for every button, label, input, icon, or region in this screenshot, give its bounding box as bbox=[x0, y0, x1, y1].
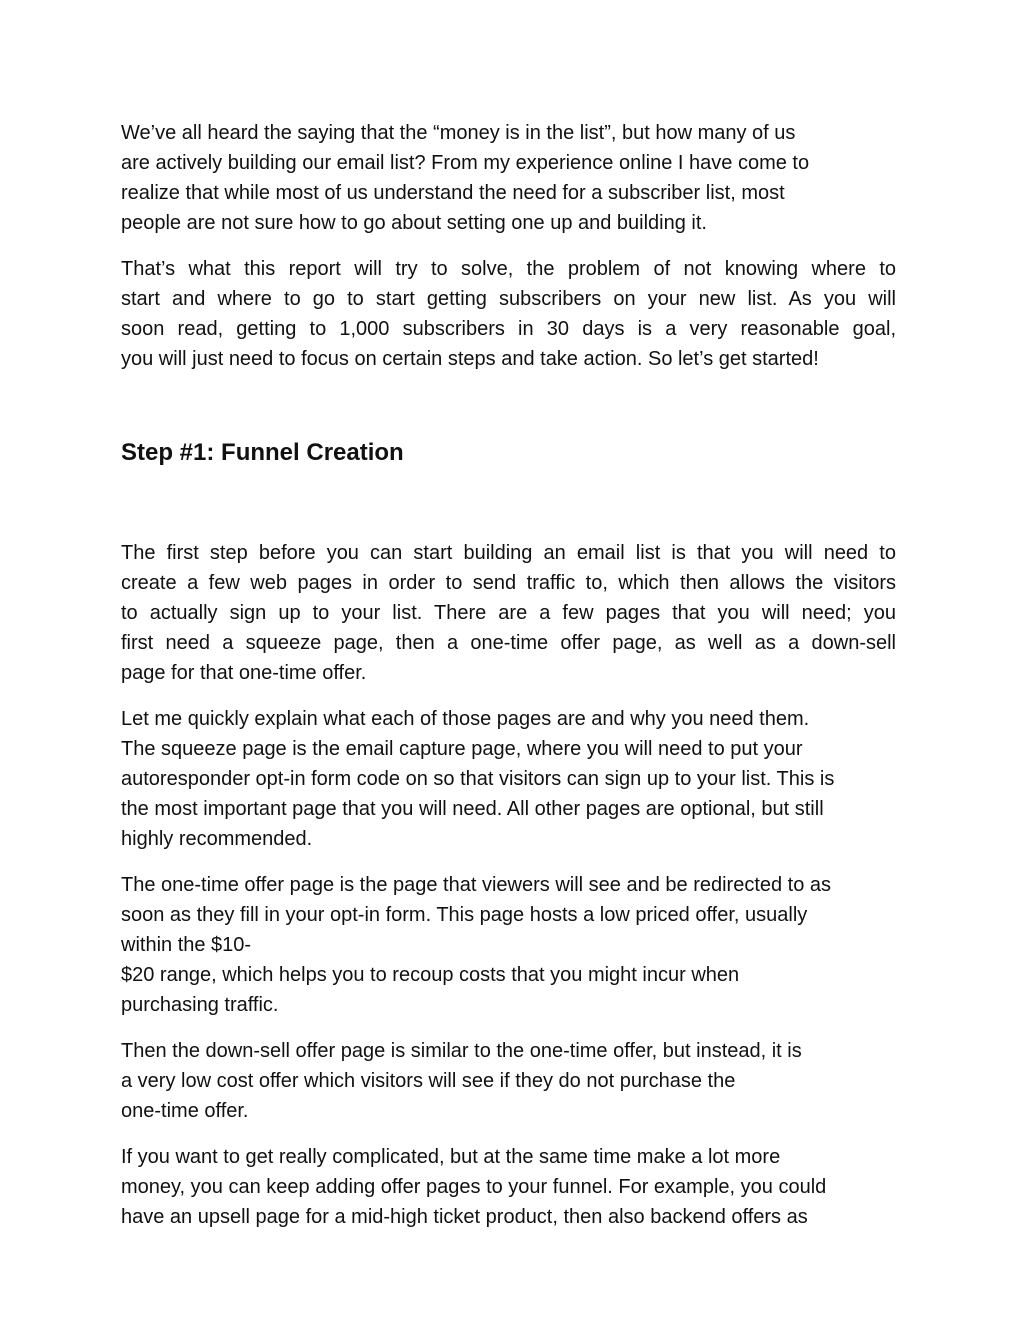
text-line: soon as they fill in your opt-in form. This page hosts a low priced offer, usually bbox=[121, 904, 808, 926]
text-line: The one-time offer page is the page that viewers will see and be redirected to as bbox=[121, 874, 832, 896]
text-line: the most important page that you will need. All other pages are optional, but still bbox=[121, 798, 824, 820]
text-line: have an upsell page for a mid-high ticket product, then also backend offers as bbox=[121, 1206, 808, 1228]
intro-paragraph-2 bbox=[121, 254, 896, 374]
section-heading: Step #1: Funnel Creation bbox=[121, 439, 404, 466]
text-line: first need a squeeze page, then a one-time offer page, as well as a down-sell bbox=[121, 632, 896, 654]
text-line: The squeeze page is the email capture page, where you will need to put your bbox=[121, 738, 803, 760]
text-line: page for that one-time offer. bbox=[121, 662, 367, 684]
text-line: purchasing traffic. bbox=[121, 994, 279, 1016]
text-line: a very low cost offer which visitors will see if they do not purchase the bbox=[121, 1070, 736, 1092]
step1-paragraph-5 bbox=[121, 1142, 896, 1232]
text-line: are actively building our email list? From my experience online I have come to bbox=[121, 152, 810, 174]
text-line: one-time offer. bbox=[121, 1100, 249, 1122]
text-line: highly recommended. bbox=[121, 828, 313, 850]
text-line: If you want to get really complicated, but at the same time make a lot more bbox=[121, 1146, 781, 1168]
text-line: That’s what this report will try to solve, the problem of not knowing where to bbox=[121, 258, 896, 280]
text-line: Let me quickly explain what each of those pages are and why you need them. bbox=[121, 708, 810, 730]
step1-paragraph-3 bbox=[121, 870, 896, 1020]
text-line: money, you can keep adding offer pages to your funnel. For example, you could bbox=[121, 1176, 827, 1198]
intro-paragraph-1 bbox=[121, 118, 896, 238]
text-line: Then the down-sell offer page is similar to the one-time offer, but instead, it is bbox=[121, 1040, 802, 1062]
text-line: realize that while most of us understand the need for a subscriber list, most bbox=[121, 182, 785, 204]
text-line: within the $10- bbox=[121, 934, 252, 956]
text-line: soon read, getting to 1,000 subscribers in 30 days is a very reasonable goal, bbox=[121, 318, 896, 340]
step1-paragraph-1 bbox=[121, 538, 896, 688]
text-line: create a few web pages in order to send traffic to, which then allows the visitors bbox=[121, 572, 896, 594]
document-page bbox=[121, 118, 896, 1248]
text-line: $20 range, which helps you to recoup costs that you might incur when bbox=[121, 964, 740, 986]
text-line: start and where to go to start getting subscribers on your new list. As you will bbox=[121, 288, 896, 310]
text-line: people are not sure how to go about setting one up and building it. bbox=[121, 212, 707, 234]
text-line: We’ve all heard the saying that the “money is in the list”, but how many of us bbox=[121, 122, 796, 144]
text-line: The first step before you can start building an email list is that you will need to bbox=[121, 542, 896, 564]
step1-paragraph-4 bbox=[121, 1036, 896, 1126]
text-line: to actually sign up to your list. There are a few pages that you will need; you bbox=[121, 602, 896, 624]
text-line: you will just need to focus on certain steps and take action. So let’s get started! bbox=[121, 348, 819, 370]
text-line: autoresponder opt-in form code on so that visitors can sign up to your list. This is bbox=[121, 768, 835, 790]
step1-paragraph-2 bbox=[121, 704, 896, 854]
